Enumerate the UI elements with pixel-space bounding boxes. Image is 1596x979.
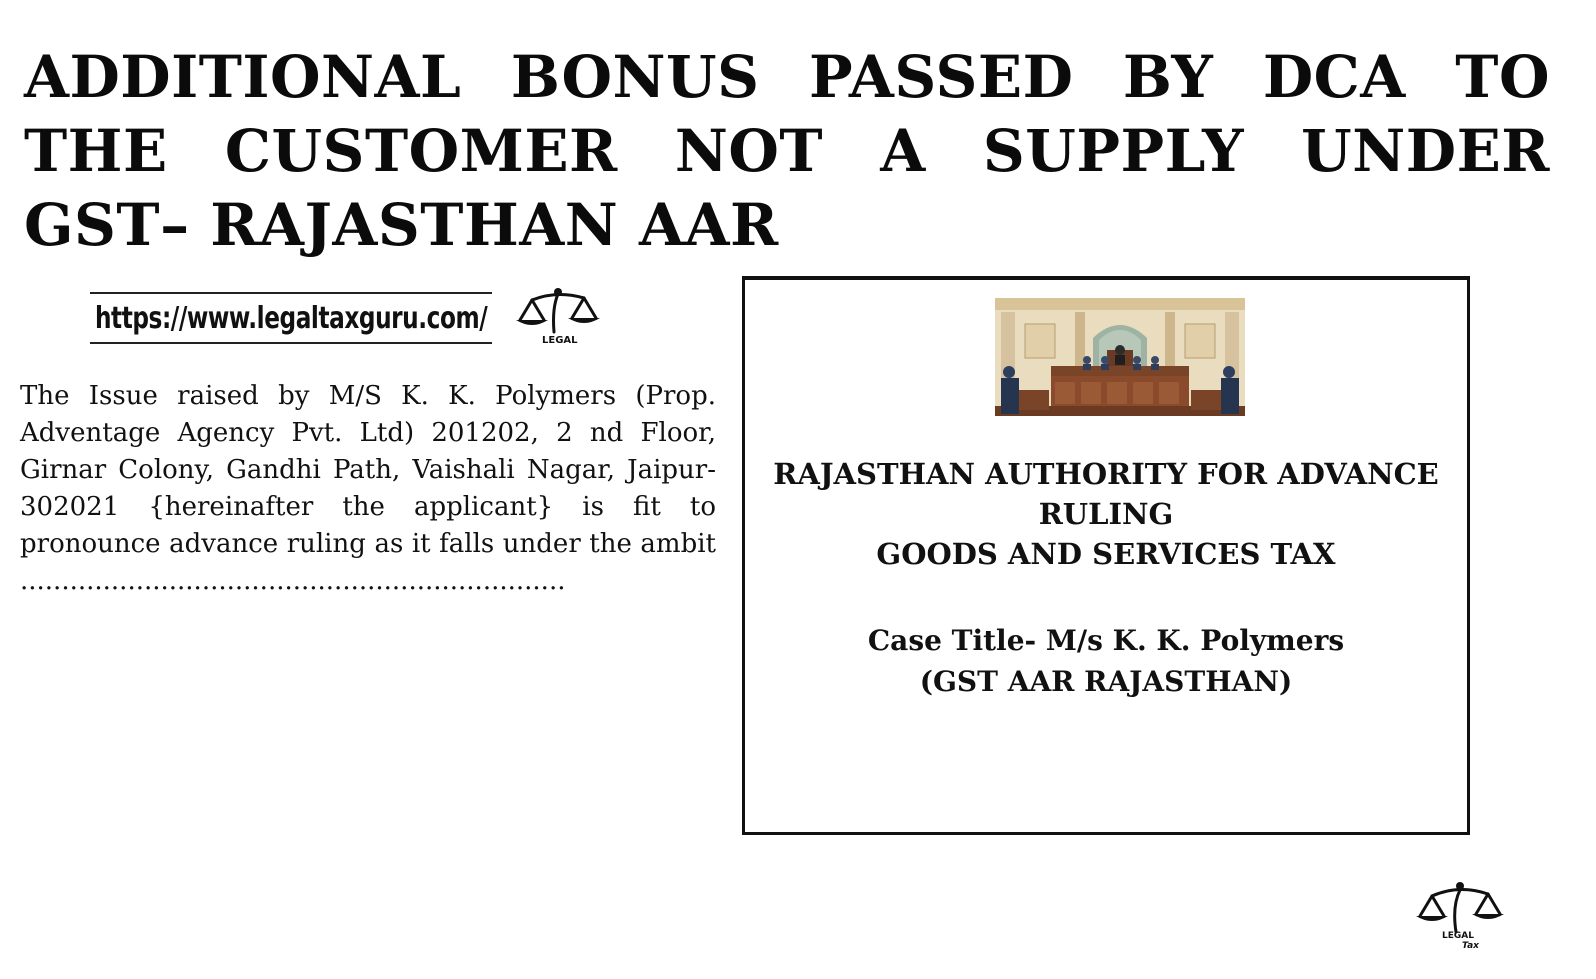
case-line: Case Title- M/s K. K. Polymers [867,624,1345,657]
svg-text:Tax: Tax [1462,941,1479,950]
headline: ADDITIONAL BONUS PASSED BY DCA TO THE CUSTOMER NOT A SUPPLY UNDER GST– RAJASTHAN AAR [24,43,1550,259]
intro-paragraph: The Issue raised by M/S K. K. Polymers (Prop. Adventage Agency Pvt. Ltd) 201202, 2 nd Floor, Girnar Colony, Gandhi Path, Vaishali Nagar, Jaipur- 302021 {hereinafter the applicant} is fit to pronounce advance ruling as it falls under the ambit .................................................................. [20,381,716,596]
case-line: (GST AAR RAJASTHAN) [919,665,1293,698]
title-line: RAJASTHAN AUTHORITY FOR ADVANCE [773,457,1439,491]
title-line: GOODS AND SERVICES TAX [876,537,1336,571]
title-line: RULING [1038,497,1174,531]
authority-title [745,454,1467,574]
website-link[interactable] [90,292,492,344]
svg-text:LEGAL: LEGAL [542,335,578,346]
website-url[interactable]: https://www.legaltaxguru.com/ [94,300,488,336]
case-title [745,620,1467,702]
ruling-card [742,276,1470,835]
courtroom-illustration [995,298,1245,416]
scales-of-justice-icon [512,286,602,346]
scales-of-justice-icon [1414,880,1504,950]
svg-text:LEGAL: LEGAL [1442,931,1474,941]
